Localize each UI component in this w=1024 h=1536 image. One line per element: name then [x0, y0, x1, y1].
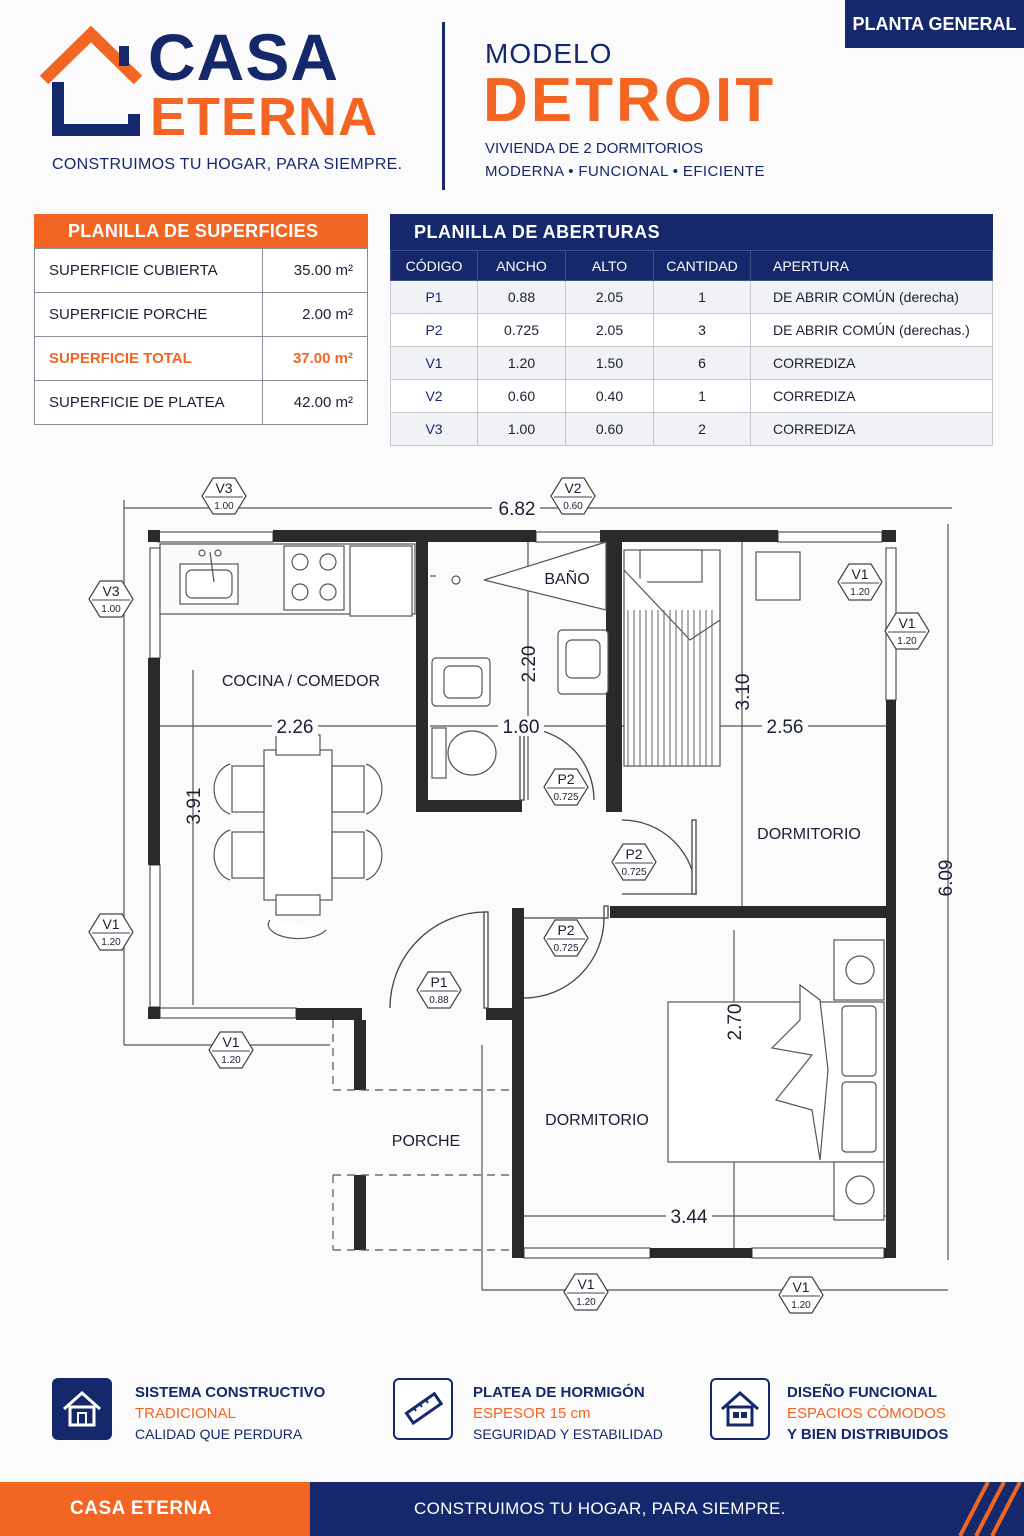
superficie-value: 37.00 m²: [263, 337, 368, 381]
cell: 2.05: [566, 281, 654, 314]
aberturas-title: PLANILLA DE ABERTURAS: [390, 214, 993, 250]
opening-marker-v1-bottomleft: [209, 1032, 253, 1068]
brand-name-line2: ETERNA: [150, 87, 379, 147]
floor-plan: [0, 460, 1024, 1320]
cell: 2.05: [566, 314, 654, 347]
superficie-label: SUPERFICIE PORCHE: [35, 293, 263, 337]
column-header: ANCHO: [478, 251, 566, 281]
feature-title: SISTEMA CONSTRUCTIVO: [135, 1384, 326, 1401]
table-header-row: [391, 251, 993, 281]
cell: 1: [654, 380, 751, 413]
opening-marker-v1-bottom2: [779, 1277, 823, 1313]
opening-size: 0.725: [621, 867, 647, 878]
feature-platea: [393, 1378, 453, 1440]
feature-subtitle: Y BIEN DISTRIBUIDOS: [787, 1426, 949, 1443]
cell: CORREDIZA: [751, 413, 993, 446]
table-row: [35, 381, 368, 425]
opening-size: 0.88: [429, 995, 449, 1006]
dim-cocina-depth: 3.91: [184, 787, 205, 825]
cell: CORREDIZA: [751, 380, 993, 413]
dim-dorm2-depth: 2.70: [725, 1003, 746, 1041]
cell: DE ABRIR COMÚN (derechas.): [751, 314, 993, 347]
table-row: [35, 337, 368, 381]
opening-code: V1: [222, 1034, 240, 1050]
opening-size: 0.725: [553, 792, 579, 803]
table-row: [391, 281, 993, 314]
cell: 0.88: [478, 281, 566, 314]
plan-type-badge: PLANTA GENERAL: [845, 0, 1024, 48]
dim-dorm1-depth: 3.10: [733, 673, 754, 711]
opening-marker-v3-left: [89, 581, 133, 617]
cell: V2: [391, 380, 478, 413]
feature-title: DISEÑO FUNCIONAL: [787, 1384, 937, 1401]
opening-marker-v1-topright: [838, 564, 882, 600]
opening-marker-v3-top: [202, 478, 246, 514]
cell: 1.20: [478, 347, 566, 380]
feature-subtitle: CALIDAD QUE PERDURA: [135, 1426, 303, 1442]
house-icon: [52, 1378, 112, 1440]
opening-code: V1: [577, 1276, 595, 1292]
opening-code: V3: [102, 583, 120, 599]
cell: 0.60: [566, 413, 654, 446]
opening-code: P2: [557, 922, 575, 938]
column-header: ALTO: [566, 251, 654, 281]
cell: V3: [391, 413, 478, 446]
opening-code: V3: [215, 480, 233, 496]
opening-marker-p2-dorm1: [612, 844, 656, 880]
opening-size: 0.60: [563, 501, 583, 512]
room-label-dormitorio-1: DORMITORIO: [757, 826, 861, 843]
feature-diseno: [710, 1378, 770, 1440]
dim-bano-depth: 2.20: [519, 645, 540, 683]
opening-marker-p2-dorm2: [544, 920, 588, 956]
opening-marker-v1-bottom1: [564, 1274, 608, 1310]
column-header: APERTURA: [751, 251, 993, 281]
opening-marker-p1: [417, 972, 461, 1008]
table-row: [391, 380, 993, 413]
room-label-cocina: COCINA / COMEDOR: [221, 673, 381, 690]
cell: 0.40: [566, 380, 654, 413]
opening-size: 1.20: [221, 1055, 241, 1066]
superficie-value: 42.00 m²: [263, 381, 368, 425]
cell: V1: [391, 347, 478, 380]
superficie-value: 2.00 m²: [263, 293, 368, 337]
opening-marker-v1-left: [89, 914, 133, 950]
opening-marker-p2-bano: [544, 769, 588, 805]
dim-bano-width: 1.60: [502, 717, 540, 738]
cell: 6: [654, 347, 751, 380]
cell: 3: [654, 314, 751, 347]
opening-size: 1.20: [576, 1297, 596, 1308]
superficies-table: [34, 214, 368, 425]
opening-marker-v2-top: [551, 478, 595, 514]
footer-slogan: CONSTRUIMOS TU HOGAR, PARA SIEMPRE.: [310, 1482, 1024, 1536]
column-header: CANTIDAD: [654, 251, 751, 281]
casa-eterna-logo-icon: [38, 26, 144, 138]
opening-size: 1.20: [897, 636, 917, 647]
feature-sistema-constructivo: [52, 1378, 112, 1440]
model-subtitle: VIVIENDA DE 2 DORMITORIOS: [485, 140, 704, 157]
table-row: [35, 293, 368, 337]
opening-code: V1: [102, 916, 120, 932]
cell: CORREDIZA: [751, 347, 993, 380]
cell: DE ABRIR COMÚN (derecha): [751, 281, 993, 314]
opening-size: 0.725: [553, 943, 579, 954]
cell: 0.725: [478, 314, 566, 347]
dim-dorm2-width: 3.44: [670, 1207, 708, 1228]
footer-brand: CASA ETERNA: [0, 1482, 310, 1536]
table-row: [391, 413, 993, 446]
brand-slogan: CONSTRUIMOS TU HOGAR, PARA SIEMPRE.: [52, 156, 403, 173]
cell: 1: [654, 281, 751, 314]
opening-code: V1: [898, 615, 916, 631]
opening-size: 1.20: [791, 1300, 811, 1311]
dim-cocina-width: 2.26: [276, 717, 314, 738]
column-header: CÓDIGO: [391, 251, 478, 281]
home-window-icon: [710, 1378, 770, 1440]
brand-name-line1: CASA: [148, 20, 340, 94]
model-label: MODELO: [485, 38, 613, 69]
superficie-label: SUPERFICIE TOTAL: [35, 337, 263, 381]
model-features: MODERNA • FUNCIONAL • EFICIENTE: [485, 163, 765, 180]
superficie-label: SUPERFICIE DE PLATEA: [35, 381, 263, 425]
ruler-icon: [393, 1378, 453, 1440]
room-label-porche: PORCHE: [391, 1133, 461, 1150]
opening-code: P1: [430, 974, 448, 990]
dim-dorm1-width: 2.56: [766, 717, 804, 738]
room-label-bano: BAÑO: [544, 571, 590, 588]
feature-highlight: TRADICIONAL: [135, 1405, 236, 1422]
superficie-label: SUPERFICIE CUBIERTA: [35, 249, 263, 293]
opening-code: V2: [564, 480, 582, 496]
feature-highlight: ESPESOR 15 cm: [473, 1405, 591, 1422]
feature-title: PLATEA DE HORMIGÓN: [473, 1384, 645, 1401]
feature-highlight: ESPACIOS CÓMODOS: [787, 1405, 946, 1422]
opening-size: 1.00: [101, 604, 121, 615]
opening-code: V1: [792, 1279, 810, 1295]
opening-code: P2: [625, 846, 643, 862]
cell: 0.60: [478, 380, 566, 413]
table-row: [35, 249, 368, 293]
footer-stripes-icon: [940, 1482, 1024, 1536]
cell: P1: [391, 281, 478, 314]
opening-code: V1: [851, 566, 869, 582]
aberturas-table: [390, 214, 993, 446]
table-row: [391, 347, 993, 380]
opening-size: 1.20: [101, 937, 121, 948]
superficie-value: 35.00 m²: [263, 249, 368, 293]
table-row: [391, 314, 993, 347]
model-name: DETROIT: [483, 66, 777, 135]
room-label-dormitorio-2: DORMITORIO: [545, 1112, 649, 1129]
feature-subtitle: SEGURIDAD Y ESTABILIDAD: [473, 1426, 663, 1442]
opening-code: P2: [557, 771, 575, 787]
dim-total-width: 6.82: [498, 499, 536, 520]
header-divider: [442, 22, 445, 190]
cell: 1.00: [478, 413, 566, 446]
opening-size: 1.20: [850, 587, 870, 598]
cell: P2: [391, 314, 478, 347]
dim-total-depth: 6.09: [936, 859, 957, 897]
opening-size: 1.00: [214, 501, 234, 512]
cell: 1.50: [566, 347, 654, 380]
cell: 2: [654, 413, 751, 446]
superficies-title: PLANILLA DE SUPERFICIES: [34, 214, 368, 248]
